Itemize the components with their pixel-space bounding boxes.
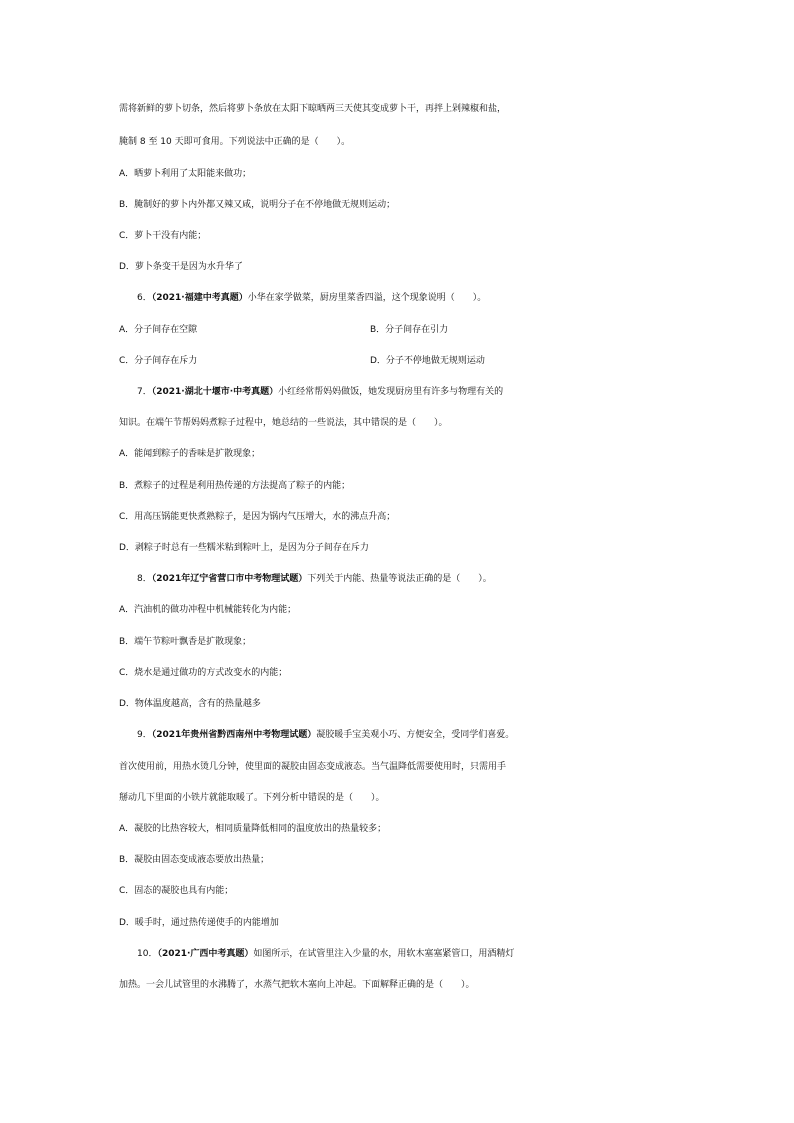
question-9-stem bbox=[0, 725, 794, 745]
question-6-option-c: C．分子间存在斥力 bbox=[119, 356, 198, 366]
question-8-option-d: D．物体温度越高，含有的热量越多 bbox=[119, 699, 261, 709]
question-7-text-line-2: 知识。在端午节帮妈妈煮粽子过程中，她总结的一些说法，其中错误的是（ ）。 bbox=[119, 418, 448, 428]
question-5-text-line-2: 腌制 8 至 10 天即可食用。下列说法中正确的是（ ）。 bbox=[119, 137, 351, 147]
question-10-number: 10． bbox=[137, 949, 158, 959]
question-7-text-line-1: 小红经常帮妈妈做饭，她发现厨房里有许多与物理有关的 bbox=[278, 387, 504, 397]
question-5-option-b: B．腌制好的萝卜内外都又辣又咸，说明分子在不停地做无规则运动； bbox=[119, 200, 396, 210]
question-10-source: （2021·广西中考真题） bbox=[157, 949, 254, 959]
question-9-option-c: C．固态的凝胶也具有内能； bbox=[119, 886, 234, 896]
question-10-text-line-2: 加热。一会儿试管里的水沸腾了，水蒸气把软木塞向上冲起。下面解释正确的是（ ）。 bbox=[119, 980, 475, 990]
question-6-option-b: B．分子间存在引力 bbox=[370, 325, 449, 335]
question-7-option-d: D．剥粽子时总有一些糯米粘到粽叶上，是因为分子间存在斥力 bbox=[119, 543, 369, 553]
question-8-stem bbox=[0, 569, 794, 589]
question-9-text-line-2: 首次使用前，用热水烫几分钟，使里面的凝胶由固态变成液态。当气温降低需要使用时，只需用手 bbox=[119, 762, 507, 772]
question-8-source: （2021年辽宁省营口市中考物理试题） bbox=[151, 574, 308, 584]
question-6-option-a: A．分子间存在空隙 bbox=[119, 325, 198, 335]
question-7-option-a: A．能闻到粽子的香味是扩散现象； bbox=[119, 449, 261, 459]
question-7-source: （2021·湖北十堰市·中考真题） bbox=[151, 387, 279, 397]
question-9-number: 9． bbox=[137, 730, 152, 740]
question-7-option-c: C．用高压锅能更快煮熟粽子，是因为锅内气压增大，水的沸点升高； bbox=[119, 512, 396, 522]
question-6-stem bbox=[0, 288, 794, 308]
question-10-text-line-1: 如图所示，在试管里注入少量的水，用软木塞塞紧管口，用酒精灯 bbox=[253, 949, 515, 959]
question-6-source: （2021·福建中考真题） bbox=[151, 293, 248, 303]
question-8-number: 8． bbox=[137, 574, 152, 584]
question-7-option-b: B．煮粽子的过程是利用热传递的方法提高了粽子的内能； bbox=[119, 481, 351, 491]
question-5-option-c: C．萝卜干没有内能； bbox=[119, 231, 207, 241]
question-5-text-line-1: 需将新鲜的萝卜切条，然后将萝卜条放在太阳下晾晒两三天使其变成萝卜干，再拌上剁辣椒和盐， bbox=[119, 104, 507, 114]
question-8-option-a: A．汽油机的做功冲程中机械能转化为内能； bbox=[119, 605, 297, 615]
question-6-options-row-1 bbox=[0, 320, 794, 340]
question-7-stem bbox=[0, 382, 794, 402]
question-9-option-d: D．暖手时，通过热传递使手的内能增加 bbox=[119, 918, 279, 928]
question-9-source: （2021年贵州省黔西南州中考物理试题） bbox=[151, 730, 317, 740]
question-10-stem bbox=[0, 944, 794, 964]
question-9-text-line-1: 凝胶暖手宝美观小巧、方便安全，受同学们喜爱。 bbox=[316, 730, 515, 740]
question-9-text-line-3: 掰动几下里面的小铁片就能取暖了。下列分析中错误的是（ ）。 bbox=[119, 793, 385, 803]
question-6-number: 6． bbox=[137, 293, 152, 303]
question-8-option-c: C．烧水是通过做功的方式改变水的内能； bbox=[119, 668, 288, 678]
question-6-text: 小华在家学做菜，厨房里菜香四溢，这个现象说明（ ）。 bbox=[247, 293, 487, 303]
question-5-option-a: A．晒萝卜利用了太阳能来做功； bbox=[119, 169, 252, 179]
question-6-options-row-2 bbox=[0, 351, 794, 371]
question-8-text: 下列关于内能、热量等说法正确的是（ ）。 bbox=[307, 574, 492, 584]
question-9-option-b: B．凝胶由固态变成液态要放出热量； bbox=[119, 855, 270, 865]
question-5-option-d: D．萝卜条变干是因为水升华了 bbox=[119, 262, 243, 272]
question-8-option-b: B．端午节粽叶飘香是扩散现象； bbox=[119, 637, 252, 647]
question-6-option-d: D．分子不停地做无规则运动 bbox=[370, 356, 485, 366]
question-7-number: 7． bbox=[137, 387, 152, 397]
question-9-option-a: A．凝胶的比热容较大，相同质量降低相同的温度放出的热量较多； bbox=[119, 824, 387, 834]
